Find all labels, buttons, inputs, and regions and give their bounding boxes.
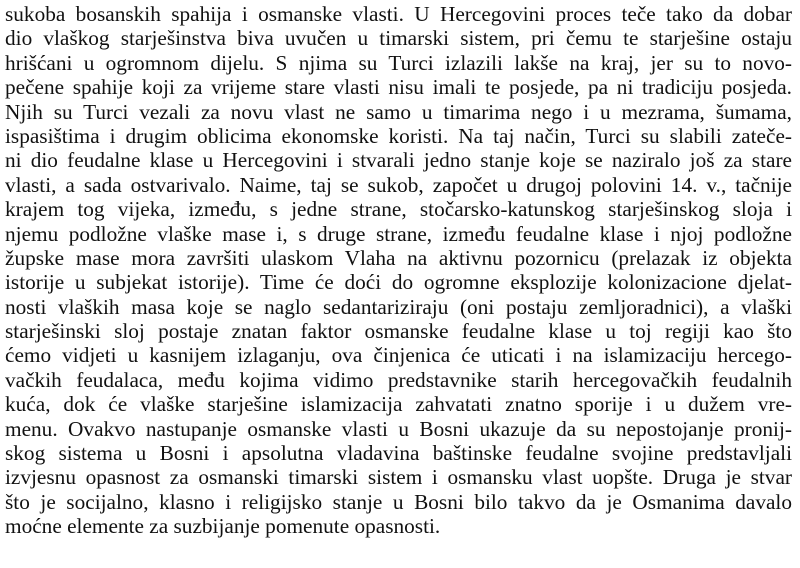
body-paragraph xyxy=(5,2,792,539)
text-line: ispasištima i drugim oblicima ekonomske koristi. Na taj način, Turci su slabili zateče- xyxy=(5,123,792,148)
text-line: kuća, dok će vlaške starješine islamizacija zahvatati znatno sporije i u dužem vre- xyxy=(5,392,792,417)
text-line: dio vlaškog starješinstva biva uvučen u timarski sistem, pri čemu te starješine ostaju xyxy=(5,26,792,51)
text-line: ćemo vidjeti u kasnijem izlaganju, ova činjenica će uticati i na islamizaciju hercego- xyxy=(5,343,792,368)
text-line: vlasti, a sada ostvarivalo. Naime, taj se sukob, započet u drugoj polovini 14. v., tačnije xyxy=(5,172,792,197)
text-line: hrišćani u ogromnom dijelu. S njima su Turci izlazili lakše na kraj, jer su to novo- xyxy=(5,50,792,75)
text-line: župske mase mora završiti ulaskom Vlaha na aktivnu pozornicu (prelazak iz objekta xyxy=(5,245,792,270)
text-line: moćne elemente za suzbijanje pomenute opasnosti. xyxy=(5,514,441,539)
text-line: Njih su Turci vezali za novu vlast ne samo u timarima nego i u mezrama, šumama, xyxy=(5,99,792,124)
text-line: njemu podložne vlaške mase i, s druge strane, između feudalne klase i njoj podložne xyxy=(5,221,792,246)
text-line: krajem tog vijeka, između, s jedne strane, stočarsko-katunskog starješinskog sloja i xyxy=(5,197,792,222)
text-line: starješinski sloj postaje znatan faktor osmanske feudalne klase u toj regiji kao što xyxy=(5,319,792,344)
text-line: sukoba bosanskih spahija i osmanske vlasti. U Hercegovini proces teče tako da dobar xyxy=(5,2,792,26)
text-line: vačkih feudalaca, među kojima vidimo predstavnike starih hercegovačkih feudalnih xyxy=(5,367,792,392)
text-line: što je socijalno, klasno i religijsko stanje u Bosni bilo takvo da je Osmanima davalo xyxy=(5,489,792,514)
text-line: menu. Ovakvo nastupanje osmanske vlasti u Bosni ukazuje da su nepostojanje pronij- xyxy=(5,416,792,441)
text-line: ni dio feudalne klase u Hercegovini i stvarali jedno stanje koje se naziralo još za stare xyxy=(5,148,792,173)
text-line: izvjesnu opasnost za osmanski timarski sistem i osmansku vlast uopšte. Druga je stvar xyxy=(5,465,792,490)
text-line: istorije u subjekat istorije). Time će doći do ogromne eksplozije kolonizacione djelat- xyxy=(5,270,792,295)
text-line: skog sistema u Bosni i apsolutna vladavina baštinske feudalne svojine predstavljali xyxy=(5,441,792,466)
text-line: nosti vlaških masa koje se naglo sedantariziraju (oni postaju zemljoradnici), a vlaški xyxy=(5,294,792,319)
text-line: pečene spahije koji za vrijeme stare vlasti nisu imali te posjede, pa ni tradiciju posjeda. xyxy=(5,75,792,100)
